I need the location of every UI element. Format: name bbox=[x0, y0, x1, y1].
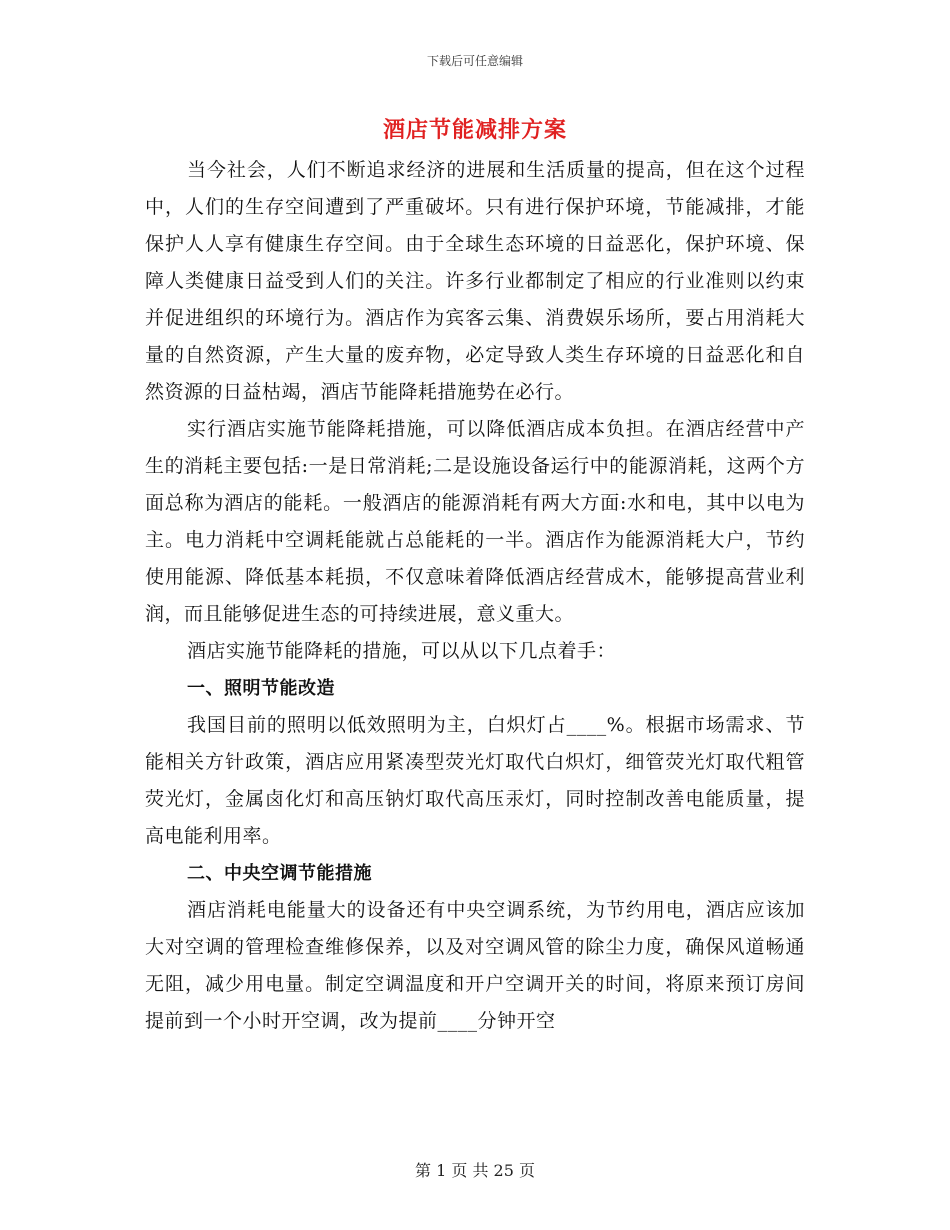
paragraph-ac: 酒店消耗电能量大的设备还有中央空调系统，为节约用电，酒店应该加大对空调的管理检查维修保养，以及对空调风管的除尘力度，确保风道畅通无阻，减少用电量。制定空调温度和开户空调开关的时间，将原来预订房间提前到一个小时开空调，改为提前____分钟开空 bbox=[145, 899, 805, 1032]
paragraph-cost: 实行酒店实施节能降耗措施，可以降低酒店成本负担。在酒店经营中产生的消耗主要包括:一是日常消耗;二是设施设备运行中的能源消耗，这两个方面总称为酒店的能耗。一般酒店的能源消耗有两大方面:水和电，其中以电为主。电力消耗中空调耗能就占总能耗的一半。酒店作为能源消耗大户，节约使用能源、降低基本耗损，不仅意味着降低酒店经营成木，能够提高营业利润，而且能够促进生态的可持续进展，意义重大。 bbox=[145, 418, 805, 625]
paragraph-lighting: 我国目前的照明以低效照明为主，白炽灯占____%。根据市场需求、节能相关方针政策，酒店应用紧凑型荧光灯取代白炽灯，细管荧光灯取代粗管荧光灯，金属卤化灯和高压钠灯取代高压汞灯，同时控制改善电能质量，提高电能利用率。 bbox=[145, 714, 805, 847]
paragraph-measures-intro: 酒店实施节能降耗的措施，可以从以下几点着手： bbox=[187, 640, 617, 662]
page-footer-number: 第 1 页 共 25 页 bbox=[415, 1161, 535, 1180]
page-header-note: 下载后可任意编辑 bbox=[426, 54, 523, 68]
section-heading-ac: 二、中央空调节能措施 bbox=[187, 863, 372, 884]
document-title: 酒店节能减排方案 bbox=[382, 117, 567, 143]
paragraph-intro: 当今社会，人们不断追求经济的进展和生活质量的提高，但在这个过程中，人们的生存空间遭到了严重破坏。只有进行保护环境，节能减排，才能保护人人享有健康生存空间。由于全球生态环境的日益恶化，保护环境、保障人类健康日益受到人们的关注。许多行业都制定了相应的行业准则以约束并促进组织的环境行为。酒店作为宾客云集、消费娱乐场所，要占用消耗大量的自然资源，产生大量的废弃物，必定导致人类生存环境的日益恶化和自然资源的日益枯竭，酒店节能降耗措施势在必行。 bbox=[145, 159, 805, 403]
document-body bbox=[145, 152, 805, 1040]
section-heading-lighting: 一、照明节能改造 bbox=[187, 678, 335, 699]
